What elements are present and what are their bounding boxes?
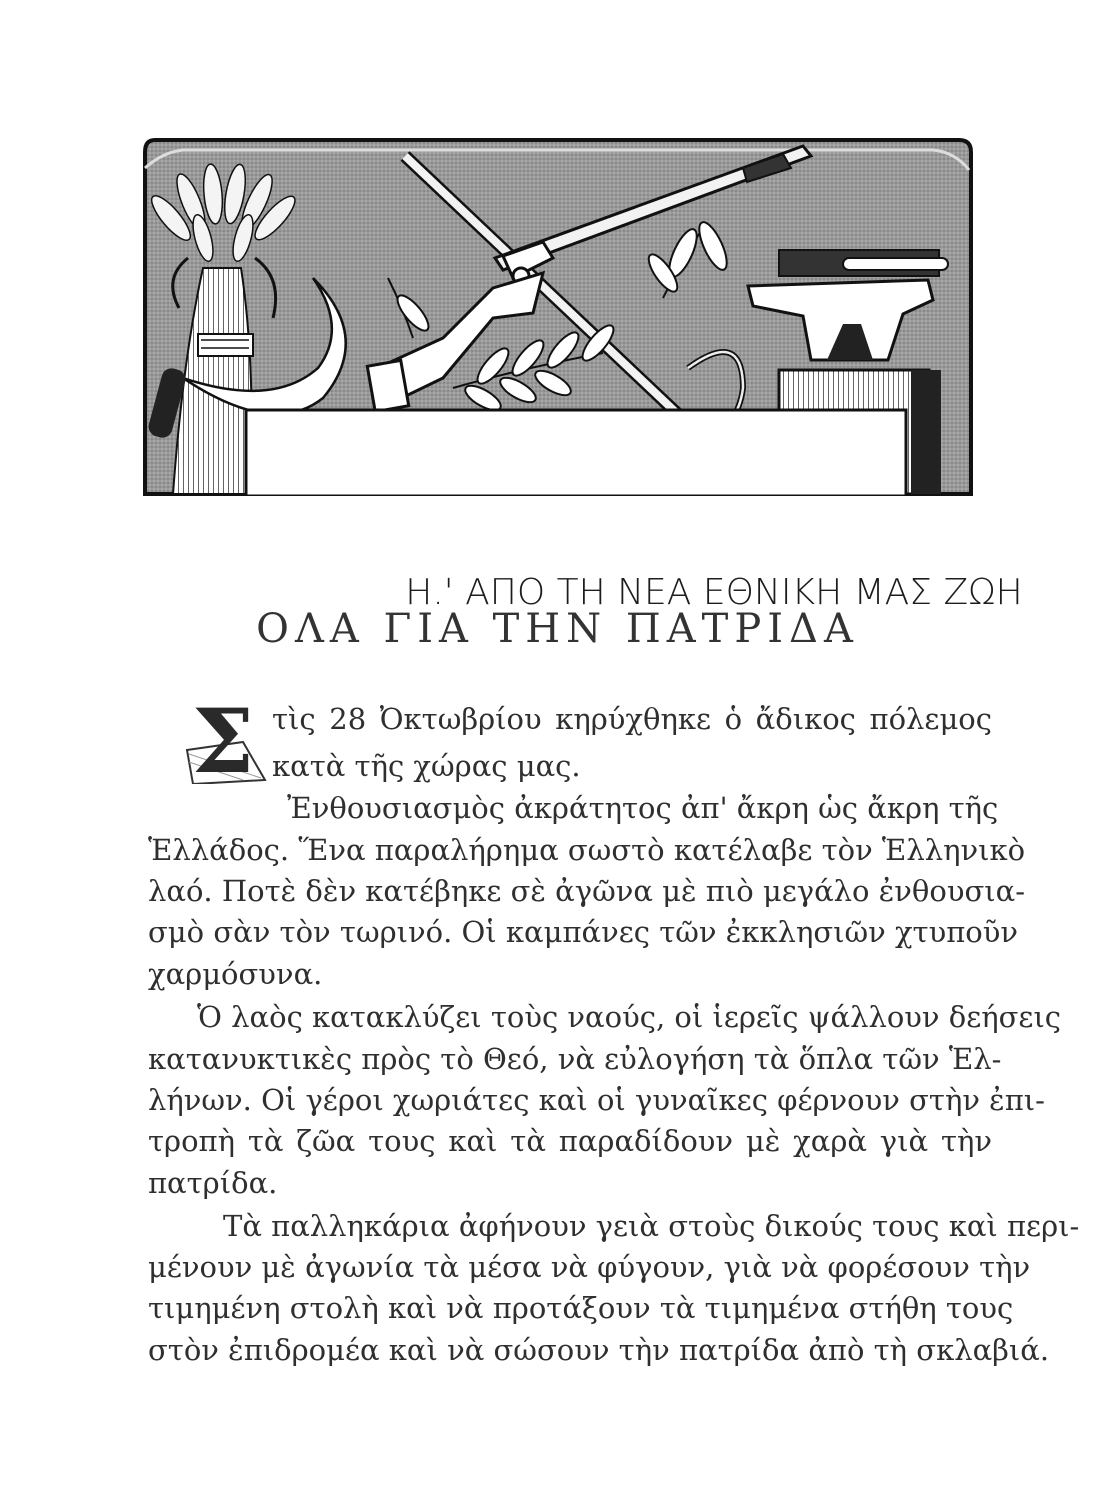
text-line: χαρμόσυνα. xyxy=(148,957,323,991)
text-line: λήνων. Οἱ γέροι χωριάτες καὶ οἱ γυναῖκες φέρνουν στὴν ἐπι- xyxy=(148,1083,1045,1117)
drop-cap-ornament xyxy=(183,692,267,784)
text-line: τιμημένη στολὴ καὶ νὰ προτάξουν τὰ τιμημένα στήθη τους xyxy=(148,1291,1014,1325)
drop-cap-letter: Σ xyxy=(191,692,255,784)
text-line: κατὰ τῆς χώρας μας. xyxy=(272,749,581,783)
banner-illustration xyxy=(143,138,973,496)
text-line: Ἑλλάδος. Ἕνα παραλήρημα σωστὸ κατέλαβε τὸν Ἑλληνικὸ xyxy=(148,833,1026,867)
text-line: Ὁ λαὸς κατακλύζει τοὺς ναούς, οἱ ἱερεῖς ψάλλουν δεήσεις xyxy=(197,1000,1062,1034)
text-line: μένουν μὲ ἀγωνία τὰ μέσα νὰ φύγουν, γιὰ νὰ φορέσουν τὴν xyxy=(148,1250,1031,1284)
text-line: τροπὴ τὰ ζῶα τους καὶ τὰ παραδίδουν μὲ χαρὰ γιὰ τὴν xyxy=(148,1124,992,1158)
text-line: σμὸ σὰν τὸν τωρινό. Οἱ καμπάνες τῶν ἐκκλησιῶν χτυποῦν xyxy=(148,915,1018,949)
text-line: λαό. Ποτὲ δὲν κατέβηκε σὲ ἀγῶνα μὲ πιὸ μεγάλο ἐνθουσια- xyxy=(148,874,1026,908)
banner-caption: Η.' ΑΠΟ ΤΗ ΝΕΑ ΕΘΝΙΚΗ ΜΑΣ ΖΩΗ xyxy=(405,571,1023,613)
text-line: πατρίδα. xyxy=(148,1166,278,1200)
text-line: Ἐνθουσιασμὸς ἀκράτητος ἀπ' ἄκρη ὡς ἄκρη τῆς xyxy=(287,791,999,825)
text-line: τὶς 28 Ὀκτωβρίου κηρύχθηκε ὁ ἄδικος πόλεμος xyxy=(272,702,992,736)
chapter-banner xyxy=(143,138,1023,613)
text-line: στὸν ἐπιδρομέα καὶ νὰ σώσουν τὴν πατρίδα ἀπὸ τὴ σκλαβιά. xyxy=(148,1333,1050,1367)
page-title: ΟΛΑ ΓΙΑ ΤΗΝ ΠΑΤΡΙΔΑ xyxy=(256,606,859,652)
text-line: κατανυκτικὲς πρὸς τὸ Θεό, νὰ εὐλογήση τὰ ὅπλα τῶν Ἑλ- xyxy=(148,1042,1002,1076)
drop-cap xyxy=(183,692,267,784)
text-line: Τὰ παλληκάρια ἀφήνουν γειὰ στοὺς δικούς τους καὶ περι- xyxy=(223,1209,1080,1243)
